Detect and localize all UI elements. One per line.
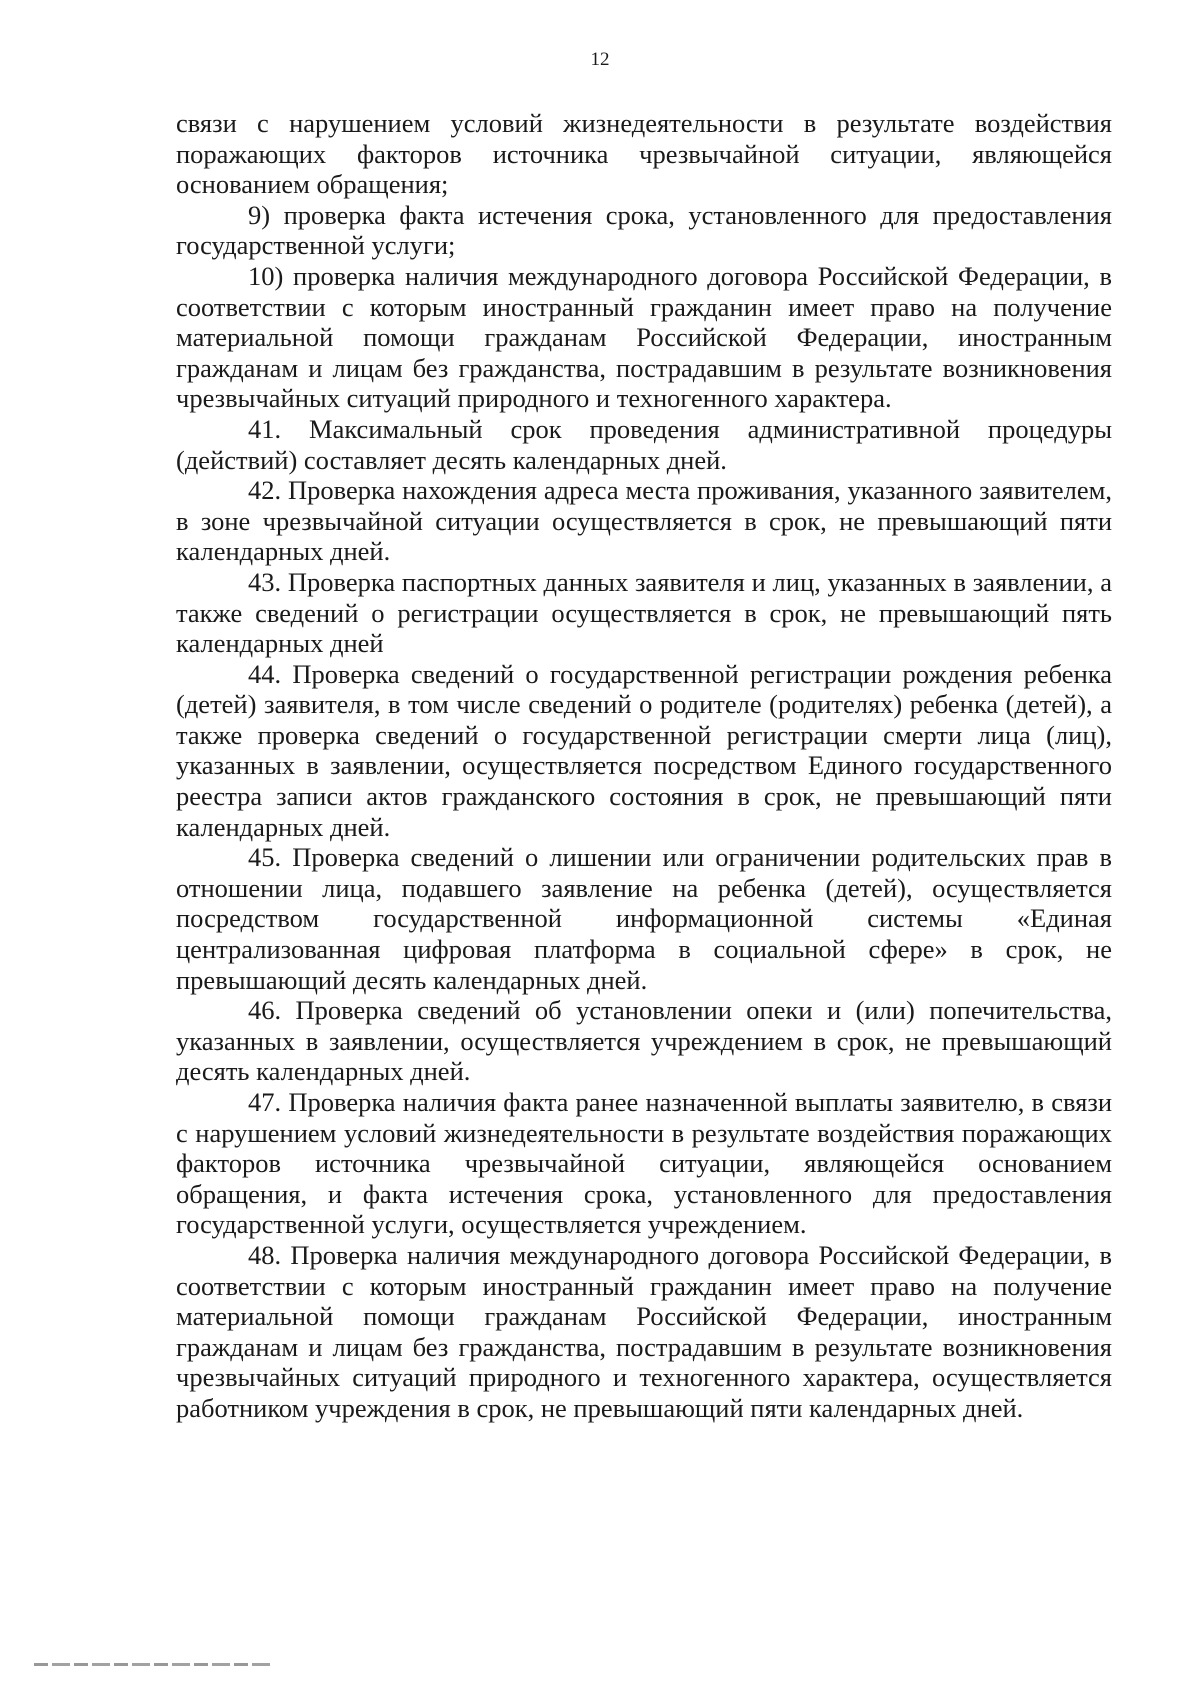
paragraph-42: 42. Проверка нахождения адреса места проживания, указанного заявителем, в зоне чрезвычайной ситуации осуществляется в срок, не превышающий пяти календарных дней. [176, 475, 1112, 567]
paragraph-48: 48. Проверка наличия международного договора Российской Федерации, в соответствии с которым иностранный гражданин имеет право на получение материальной помощи гражданам Российской Федерации, иностранным гражданам и лицам без гражданства, пострадавшим в результате возникновения чрезвычайных ситуаций природного и техногенного характера, осуществляется работником учреждения в срок, не превышающий пяти календарных дней. [176, 1239, 1112, 1423]
paragraph-item-10: 10) проверка наличия международного договора Российской Федерации, в соответствии с которым иностранный гражданин имеет право на получение материальной помощи гражданам Российской Федерации, иностранным гражданам и лицам без гражданства, пострадавшим в результате возникновения чрезвычайных ситуаций природного и техногенного характера. [176, 260, 1112, 414]
paragraph-43: 43. Проверка паспортных данных заявителя и лиц, указанных в заявлении, а также сведений о регистрации осуществляется в срок, не превышающий пять календарных дней [176, 566, 1112, 659]
paragraph-45: 45. Проверка сведений о лишении или ограничении родительских прав в отношении лица, подавшего заявление на ребенка (детей), осуществляется посредством государственной информационной системы «Единая централизованная цифровая платформа в социальной сфере» в срок, не превышающий десять календарных дней. [176, 842, 1112, 995]
paragraph-continuation: связи с нарушением условий жизнедеятельности в результате воздействия поражающих факторов источника чрезвычайной ситуации, являющейся основанием обращения; [176, 108, 1112, 200]
page-number: 12 [590, 49, 610, 70]
paragraph-46: 46. Проверка сведений об установлении опеки и (или) попечительства, указанных в заявлении, осуществляется учреждением в срок, не превышающий десять календарных дней. [176, 995, 1112, 1087]
scan-artifact-line [34, 1663, 274, 1666]
document-body [176, 108, 1112, 1424]
paragraph-47: 47. Проверка наличия факта ранее назначенной выплаты заявителю, в связи с нарушением условий жизнедеятельности в результате воздействия поражающих факторов источника чрезвычайной ситуации, являющейся основанием обращения, и факта истечения срока, установленного для предоставления государственной услуги, осуществляется учреждением. [176, 1087, 1112, 1240]
paragraph-44: 44. Проверка сведений о государственной регистрации рождения ребенка (детей) заявителя, в том числе сведений о родителе (родителях) ребенка (детей), а также проверка сведений о государственной регистрации смерти лица (лиц), указанных в заявлении, осуществляется посредством Единого государственного реестра записи актов гражданского состояния в срок, не превышающий пяти календарных дней. [176, 658, 1112, 842]
paragraph-41: 41. Максимальный срок проведения административной процедуры (действий) составляет десять календарных дней. [176, 413, 1112, 475]
paragraph-item-9: 9) проверка факта истечения срока, установленного для предоставления государственной услуги; [176, 199, 1112, 261]
